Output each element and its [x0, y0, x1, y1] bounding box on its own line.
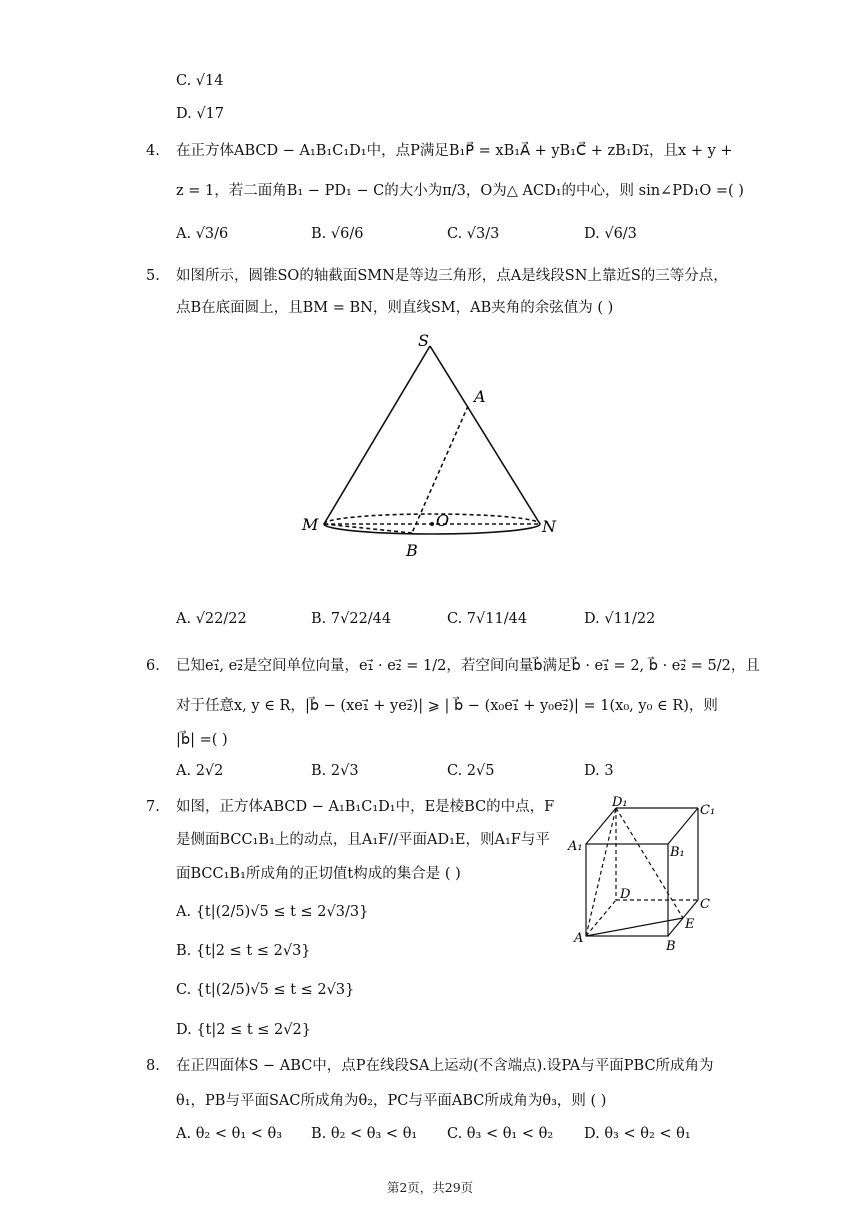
q6-line2: 对于任意x, y ∈ R，|b⃗ − (xe₁⃗ + ye₂⃗)| ⩾ | b⃗ − (x₀e₁⃗ + y₀e₂⃗)| = 1(x₀, y₀ ∈ R)，则 — [176, 698, 718, 714]
q5-line1: 如图所示，圆锥SO的轴截面SMN是等边三角形，点A是线段SN上靠近S的三等分点， — [176, 268, 728, 284]
q8-line2: θ₁，PB与平面SAC所成角为θ₂，PC与平面ABC所成角为θ₃，则 ( ) — [176, 1093, 607, 1109]
cube-figure — [566, 796, 726, 954]
q6-option-b: B. 2√3 — [311, 763, 359, 779]
q8-option-d: D. θ₃ < θ₂ < θ₁ — [584, 1126, 691, 1142]
q8-option-a: A. θ₂ < θ₁ < θ₃ — [176, 1126, 283, 1142]
q4-option-d: D. √6/3 — [584, 226, 637, 242]
q7-option-c: C. {t|(2/5)√5 ≤ t ≤ 2√3} — [176, 982, 355, 998]
q7-number: 7. — [146, 799, 160, 815]
segment-AD1 — [586, 808, 616, 936]
q4-option-a: A. √3/6 — [176, 226, 229, 242]
page-footer: 第2页，共29页 — [386, 1180, 474, 1195]
q4-option-c: C. √3/3 — [447, 226, 500, 242]
q7-line2: 是侧面BCC₁B₁上的动点，且A₁F//平面AD₁E，则A₁F与平 — [176, 832, 550, 848]
q7-option-a: A. {t|(2/5)√5 ≤ t ≤ 2√3/3} — [176, 904, 369, 920]
q5-option-a: A. √22/22 — [176, 611, 247, 627]
q8-line1: 在正四面体S − ABC中，点P在线段SA上运动(不含端点).设PA与平面PBC所成角为 — [176, 1058, 714, 1074]
label-M: M — [302, 515, 319, 534]
point-O — [430, 522, 434, 526]
label-A: A — [574, 931, 584, 946]
q8-option-b: B. θ₂ < θ₃ < θ₁ — [311, 1126, 418, 1142]
q7-line1: 如图，正方体ABCD − A₁B₁C₁D₁中，E是棱BC的中点，F — [176, 799, 555, 815]
cone-figure — [290, 330, 580, 570]
q7-line3: 面BCC₁B₁所成角的正切值t构成的集合是 ( ) — [176, 866, 461, 882]
q3-option-c: C. √14 — [176, 73, 224, 89]
label-B1: B₁ — [670, 845, 685, 860]
label-B: B — [406, 541, 418, 560]
q4-number: 4. — [146, 143, 160, 159]
edge-SM — [324, 346, 430, 524]
q4-line2: z = 1，若二面角B₁ − PD₁ − C的大小为π/3，O为△ ACD₁的中心，则 sin∠PD₁O =( ) — [176, 183, 744, 199]
label-B: B — [666, 939, 676, 954]
q5-option-c: C. 7√11/44 — [447, 611, 528, 627]
label-C1: C₁ — [700, 803, 716, 818]
label-D1: D₁ — [612, 796, 628, 810]
label-C: C — [700, 897, 710, 912]
q3-option-d: D. √17 — [176, 106, 225, 122]
q5-option-b: B. 7√22/44 — [311, 611, 392, 627]
q6-option-c: C. 2√5 — [447, 763, 495, 779]
label-S: S — [418, 331, 429, 350]
label-A: A — [474, 387, 486, 406]
label-N: N — [542, 517, 556, 536]
label-O: O — [436, 511, 450, 530]
q8-number: 8. — [146, 1058, 160, 1074]
q6-line1: 已知e₁⃗, e₂⃗是空间单位向量，e₁⃗ · e₂⃗ = 1/2，若空间向量b⃗满足b⃗ · e₁⃗ = 2, b⃗ · e₂⃗ = 5/2，且 — [176, 658, 760, 674]
label-E: E — [685, 917, 695, 932]
q6-option-d: D. 3 — [584, 763, 614, 779]
q6-number: 6. — [146, 658, 160, 674]
q4-line1: 在正方体ABCD − A₁B₁C₁D₁中，点P满足B₁P⃗ = xB₁A⃗ + yB₁C⃗ + zB₁D₁⃗，且x + y + — [176, 143, 733, 159]
label-D: D — [620, 887, 631, 902]
q5-line2: 点B在底面圆上，且BM = BN，则直线SM，AB夹角的余弦值为 ( ) — [176, 300, 614, 316]
edge-SN — [430, 346, 540, 524]
label-A1: A₁ — [568, 839, 583, 854]
q8-option-c: C. θ₃ < θ₁ < θ₂ — [447, 1126, 554, 1142]
q6-option-a: A. 2√2 — [176, 763, 224, 779]
q7-option-d: D. {t|2 ≤ t ≤ 2√2} — [176, 1022, 311, 1038]
q4-option-b: B. √6/6 — [311, 226, 364, 242]
q6-line3: |b⃗| =( ) — [176, 732, 228, 748]
q7-option-b: B. {t|2 ≤ t ≤ 2√3} — [176, 943, 311, 959]
q5-number: 5. — [146, 268, 160, 284]
q5-option-d: D. √11/22 — [584, 611, 656, 627]
